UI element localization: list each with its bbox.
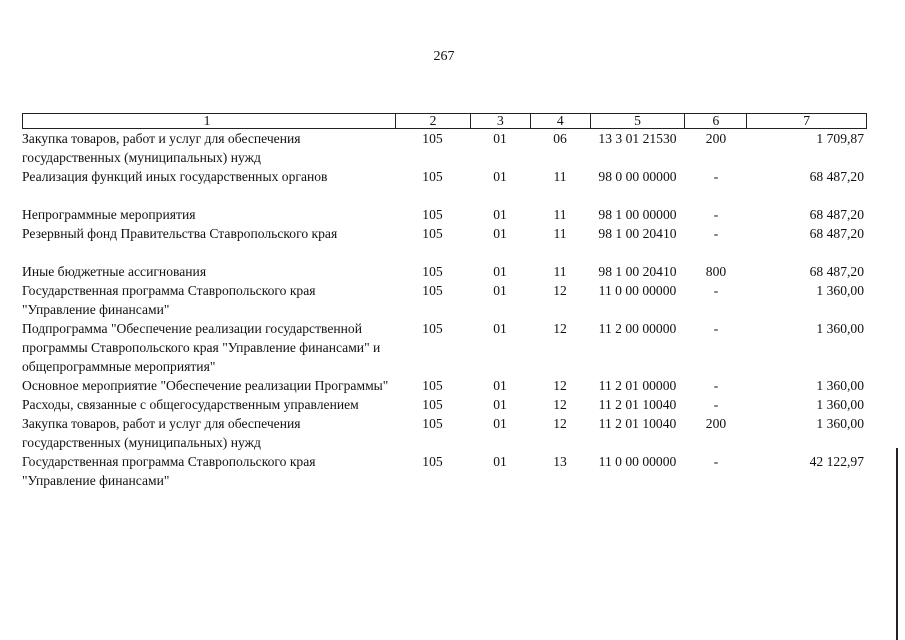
row-col-5: 11 2 01 00000 bbox=[598, 378, 677, 393]
header-col-7: 7 bbox=[746, 114, 866, 128]
row-col-2: 105 bbox=[422, 454, 443, 469]
table-row bbox=[22, 129, 867, 167]
row-col-6: 200 bbox=[705, 416, 727, 431]
row-col-5: 98 0 00 00000 bbox=[598, 169, 677, 184]
row-col-2: 105 bbox=[422, 131, 443, 146]
row-col-3: 01 bbox=[493, 416, 507, 431]
row-col-6: - bbox=[713, 378, 719, 393]
row-name: Закупка товаров, работ и услуг для обеспечения государственных (муниципальных) нужд bbox=[22, 416, 301, 450]
row-col-5: 98 1 00 20410 bbox=[598, 226, 677, 241]
row-col-2: 105 bbox=[422, 207, 443, 222]
row-name: Резервный фонд Правительства Ставропольского края bbox=[22, 226, 338, 241]
row-col-4: 12 bbox=[553, 397, 567, 412]
row-name: Государственная программа Ставропольского края "Управление финансами" bbox=[22, 283, 316, 317]
header-col-3: 3 bbox=[470, 114, 530, 128]
row-col-4: 12 bbox=[553, 416, 567, 431]
scan-edge-line bbox=[896, 448, 898, 640]
row-col-7: 68 487,20 bbox=[809, 226, 864, 241]
row-col-5: 11 0 00 00000 bbox=[598, 454, 677, 469]
row-col-3: 01 bbox=[493, 207, 507, 222]
table-row bbox=[22, 376, 867, 395]
row-col-2: 105 bbox=[422, 378, 443, 393]
row-col-4: 11 bbox=[553, 169, 567, 184]
row-col-7: 1 360,00 bbox=[816, 283, 864, 298]
row-col-5: 11 2 01 10040 bbox=[598, 397, 677, 412]
row-col-5: 98 1 00 20410 bbox=[598, 264, 677, 279]
row-col-6: - bbox=[713, 397, 719, 412]
budget-table bbox=[22, 113, 867, 490]
header-col-2: 2 bbox=[395, 114, 470, 128]
row-col-3: 01 bbox=[493, 283, 507, 298]
row-col-6: - bbox=[713, 207, 719, 222]
row-name: Иные бюджетные ассигнования bbox=[22, 264, 207, 279]
row-col-2: 105 bbox=[422, 264, 443, 279]
row-col-7: 42 122,97 bbox=[809, 454, 864, 469]
table-row bbox=[22, 319, 867, 376]
row-col-6: 200 bbox=[705, 131, 727, 146]
row-col-7: 68 487,20 bbox=[809, 207, 864, 222]
header-col-6: 6 bbox=[684, 114, 746, 128]
table-row bbox=[22, 167, 867, 186]
row-col-5: 11 0 00 00000 bbox=[598, 283, 677, 298]
row-col-2: 105 bbox=[422, 321, 443, 336]
row-col-7: 1 360,00 bbox=[816, 321, 864, 336]
row-name: Расходы, связанные с общегосударственным управлением bbox=[22, 397, 359, 412]
row-col-6: - bbox=[713, 321, 719, 336]
row-col-6: - bbox=[713, 283, 719, 298]
row-col-5: 11 2 01 10040 bbox=[598, 416, 677, 431]
row-col-7: 1 360,00 bbox=[816, 397, 864, 412]
row-col-6: - bbox=[713, 169, 719, 184]
row-col-5: 13 3 01 21530 bbox=[598, 131, 677, 146]
header-col-5: 5 bbox=[590, 114, 685, 128]
row-col-7: 1 360,00 bbox=[816, 378, 864, 393]
page-number: 267 bbox=[433, 49, 455, 64]
row-col-4: 11 bbox=[553, 207, 567, 222]
row-col-4: 12 bbox=[553, 283, 567, 298]
row-col-2: 105 bbox=[422, 397, 443, 412]
row-col-2: 105 bbox=[422, 416, 443, 431]
row-col-2: 105 bbox=[422, 283, 443, 298]
table-row bbox=[22, 281, 867, 319]
row-col-7: 68 487,20 bbox=[809, 264, 864, 279]
row-col-2: 105 bbox=[422, 169, 443, 184]
table-row bbox=[22, 414, 867, 452]
table-header bbox=[22, 113, 867, 129]
row-col-4: 13 bbox=[553, 454, 567, 469]
row-col-3: 01 bbox=[493, 321, 507, 336]
row-col-2: 105 bbox=[422, 226, 443, 241]
row-col-3: 01 bbox=[493, 264, 507, 279]
table-row bbox=[22, 395, 867, 414]
row-col-3: 01 bbox=[493, 131, 507, 146]
row-col-3: 01 bbox=[493, 226, 507, 241]
row-name: Подпрограмма "Обеспечение реализации государственной программы Ставропольского края "Управление финансами" и общепрограммные мероприятия" bbox=[22, 321, 381, 374]
row-col-5: 11 2 00 00000 bbox=[598, 321, 677, 336]
table-row bbox=[22, 452, 867, 490]
header-col-4: 4 bbox=[530, 114, 590, 128]
table-row bbox=[22, 205, 867, 224]
row-col-6: 800 bbox=[705, 264, 727, 279]
table-row bbox=[22, 224, 867, 243]
row-name: Непрограммные мероприятия bbox=[22, 207, 196, 222]
row-col-6: - bbox=[713, 454, 719, 469]
row-col-3: 01 bbox=[493, 397, 507, 412]
row-name: Реализация функций иных государственных органов bbox=[22, 169, 328, 184]
row-name: Основное мероприятие "Обеспечение реализации Программы" bbox=[22, 378, 389, 393]
row-col-6: - bbox=[713, 226, 719, 241]
row-col-4: 11 bbox=[553, 264, 567, 279]
row-col-4: 12 bbox=[553, 321, 567, 336]
row-col-7: 1 360,00 bbox=[816, 416, 864, 431]
row-col-3: 01 bbox=[493, 454, 507, 469]
row-col-5: 98 1 00 00000 bbox=[598, 207, 677, 222]
row-col-7: 1 709,87 bbox=[816, 131, 864, 146]
header-col-1: 1 bbox=[203, 113, 211, 128]
row-col-3: 01 bbox=[493, 378, 507, 393]
row-col-4: 11 bbox=[553, 226, 567, 241]
table-row bbox=[22, 262, 867, 281]
row-col-3: 01 bbox=[493, 169, 507, 184]
row-col-7: 68 487,20 bbox=[809, 169, 864, 184]
row-name: Государственная программа Ставропольского края "Управление финансами" bbox=[22, 454, 316, 488]
row-col-4: 12 bbox=[553, 378, 567, 393]
row-name: Закупка товаров, работ и услуг для обеспечения государственных (муниципальных) нужд bbox=[22, 131, 301, 165]
row-col-4: 06 bbox=[553, 131, 567, 146]
